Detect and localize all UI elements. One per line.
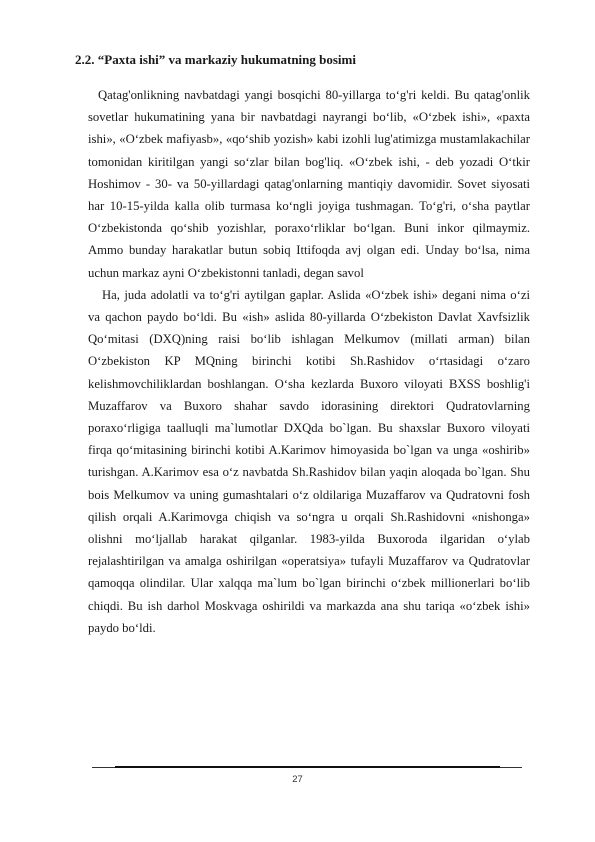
paragraph-2: Ha, juda adolatli va to‘g'ri aytilgan gaplar. Aslida «O‘zbek ishi» degani nima o‘zi va qachon paydo bo‘ldi. Bu «ish» aslida 80-yillarda O‘zbekiston Davlat Xavfsizlik Qo‘mitasi (DXQ)ning raisi bo‘lib ishlagan Melkumov (millati arman) bilan O‘zbekiston KP MQning birinchi kotibi Sh.Rashidov o‘rtasidagi o‘zaro kelishmovchiliklardan boshlangan. O‘sha kezlarda Buxoro viloyati BXSS boshlig'i Muzaffarov va Buxoro shahar savdo idorasining direktori Qudratovlarning poraxo‘rligiga taalluqli ma`lumotlar DXQda bo`lgan. Bu shaxslar Buxoro viloyati firqa qo‘mitasining birinchi kotibi A.Karimov himoyasida bo`lgan va unga «oshirib» turishgan. A.Karimov esa o‘z navbatda Sh.Rashidov bilan yaqin aloqada bo`lgan. Shu bois Melkumov va uning gumashtalari o‘z oldilariga Muzaffarov va Qudratovni fosh qilish orqali A.Karimovga chiqish va so‘ngra u orqali Sh.Rashidovni «nishonga» olishni mo‘ljallab harakat qilganlar. 1983-yilda Buxoroda ilgaridan o‘ylab rejalashtirilgan va amalga oshirilgan «operatsiya» tufayli Muzaffarov va Qudratovlar qamoqqa olindilar. Ular xalqqa ma`lum bo`lgan birinchi o‘zbek millionerlari bo‘lib chiqdi. Bu ish darhol Moskvaga oshirildi va markazda ana shu tariqa «o‘zbek ishi» paydo bo‘ldi. xyxy=(88,287,530,635)
page-number: 27 xyxy=(292,774,303,785)
body-text xyxy=(88,84,530,639)
footer-rule-accent xyxy=(115,766,500,768)
paragraph-1: Qatag'onlikning navbatdagi yangi bosqichi 80-yillarga to‘g'ri keldi. Bu qatag'onlik sovetlar hukumatining yana bir navbatdagi nayrangi bo‘lib, «O‘zbek ishi», «paxta ishi», «O‘zbek mafiyasb», «qo‘shib yozish» kabi izohli lug'atimizga mustamlakachilar tomonidan kiritilgan yangi so‘zlar bilan bog'liq. «O‘zbek ishi, - deb yozadi O‘tkir Hoshimov - 30- va 50-yillardagi qatag'onlarning mantiqiy davomidir. Sovet siyosati har 10-15-yilda kalla olib turmasa ko‘ngli joyiga tushmagan. To‘g'ri, o‘sha paytlar O‘zbekistonda qo‘shib yozishlar, poraxo‘rliklar bo‘lgan. Buni inkor qilmaymiz. Ammo bunday harakatlar butun sobiq Ittifoqda avj olgan edi. Unday bo‘lsa, nima uchun markaz ayni O‘zbekistonni tanladi, degan savol xyxy=(88,88,530,280)
section-heading: 2.2. “Paxta ishi” va markaziy hukumatning bosimi xyxy=(75,52,356,67)
